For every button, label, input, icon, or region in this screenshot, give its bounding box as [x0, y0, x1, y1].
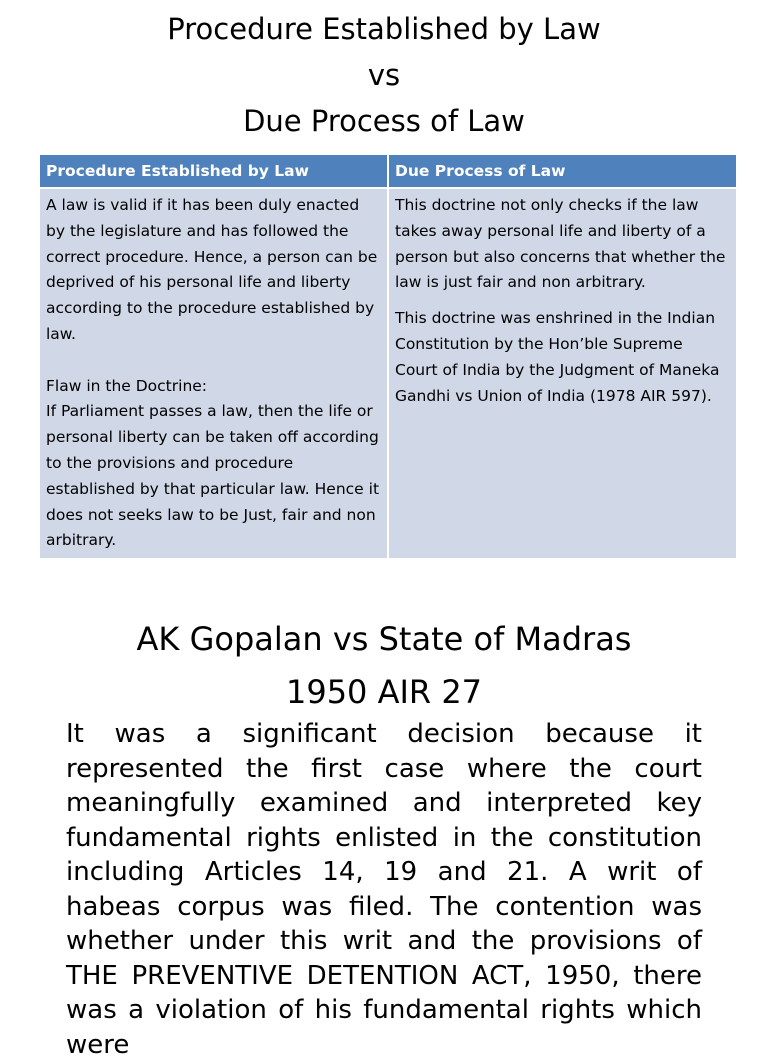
case-description: It was a significant decision because it represented the first case where the court meaningfully examined and interpreted key fundamental rights enlisted in the constitution including Articles 14, 19 and 21. A writ of habeas corpus was filed. The contention was whether under this writ and the provisions of THE PREVENTIVE DETENTION ACT, 1950, there was a violation of his fundamental rights which were [66, 719, 702, 1060]
cell-due-process [388, 188, 736, 558]
table-row [40, 188, 736, 558]
title-line-3: Due Process of Law [243, 104, 525, 138]
table-header-row [40, 155, 736, 188]
case-citation: 1950 AIR 27 [285, 673, 483, 711]
cell-procedure-established [40, 188, 388, 558]
case-title [0, 613, 768, 719]
header-procedure-established: Procedure Established by Law [40, 155, 388, 188]
title-line-2: vs [367, 58, 401, 92]
due-process-definition: This doctrine not only checks if the law takes away personal life and liberty of a person but also concerns that whether the law is just fair and non arbitrary. [395, 196, 726, 292]
case-name: AK Gopalan vs State of Madras [136, 620, 632, 658]
due-process-origin: This doctrine was enshrined in the Indian Constitution by the Hon’ble Supreme Court of India by the Judgment of Maneka Gandhi vs Union of India (1978 AIR 597). [395, 309, 720, 405]
flaw-text: If Parliament passes a law, then the life or personal liberty can be taken off according to the provisions and procedure established by that particular law. Hence it does not seeks law to be Just, fair and non arbitrary. [46, 402, 380, 550]
comparison-table [40, 155, 736, 558]
title-line-1: Procedure Established by Law [167, 12, 601, 46]
header-due-process: Due Process of Law [388, 155, 736, 188]
slide-title [0, 6, 768, 144]
flaw-heading: Flaw in the Doctrine: [46, 376, 208, 395]
paragraph-gap [46, 348, 381, 374]
procedure-definition: A law is valid if it has been duly enacted by the legislature and has followed the correct procedure. Hence, a person can be deprived of his personal life and liberty according to the procedure established by law. [46, 196, 378, 343]
paragraph-gap [395, 296, 730, 306]
